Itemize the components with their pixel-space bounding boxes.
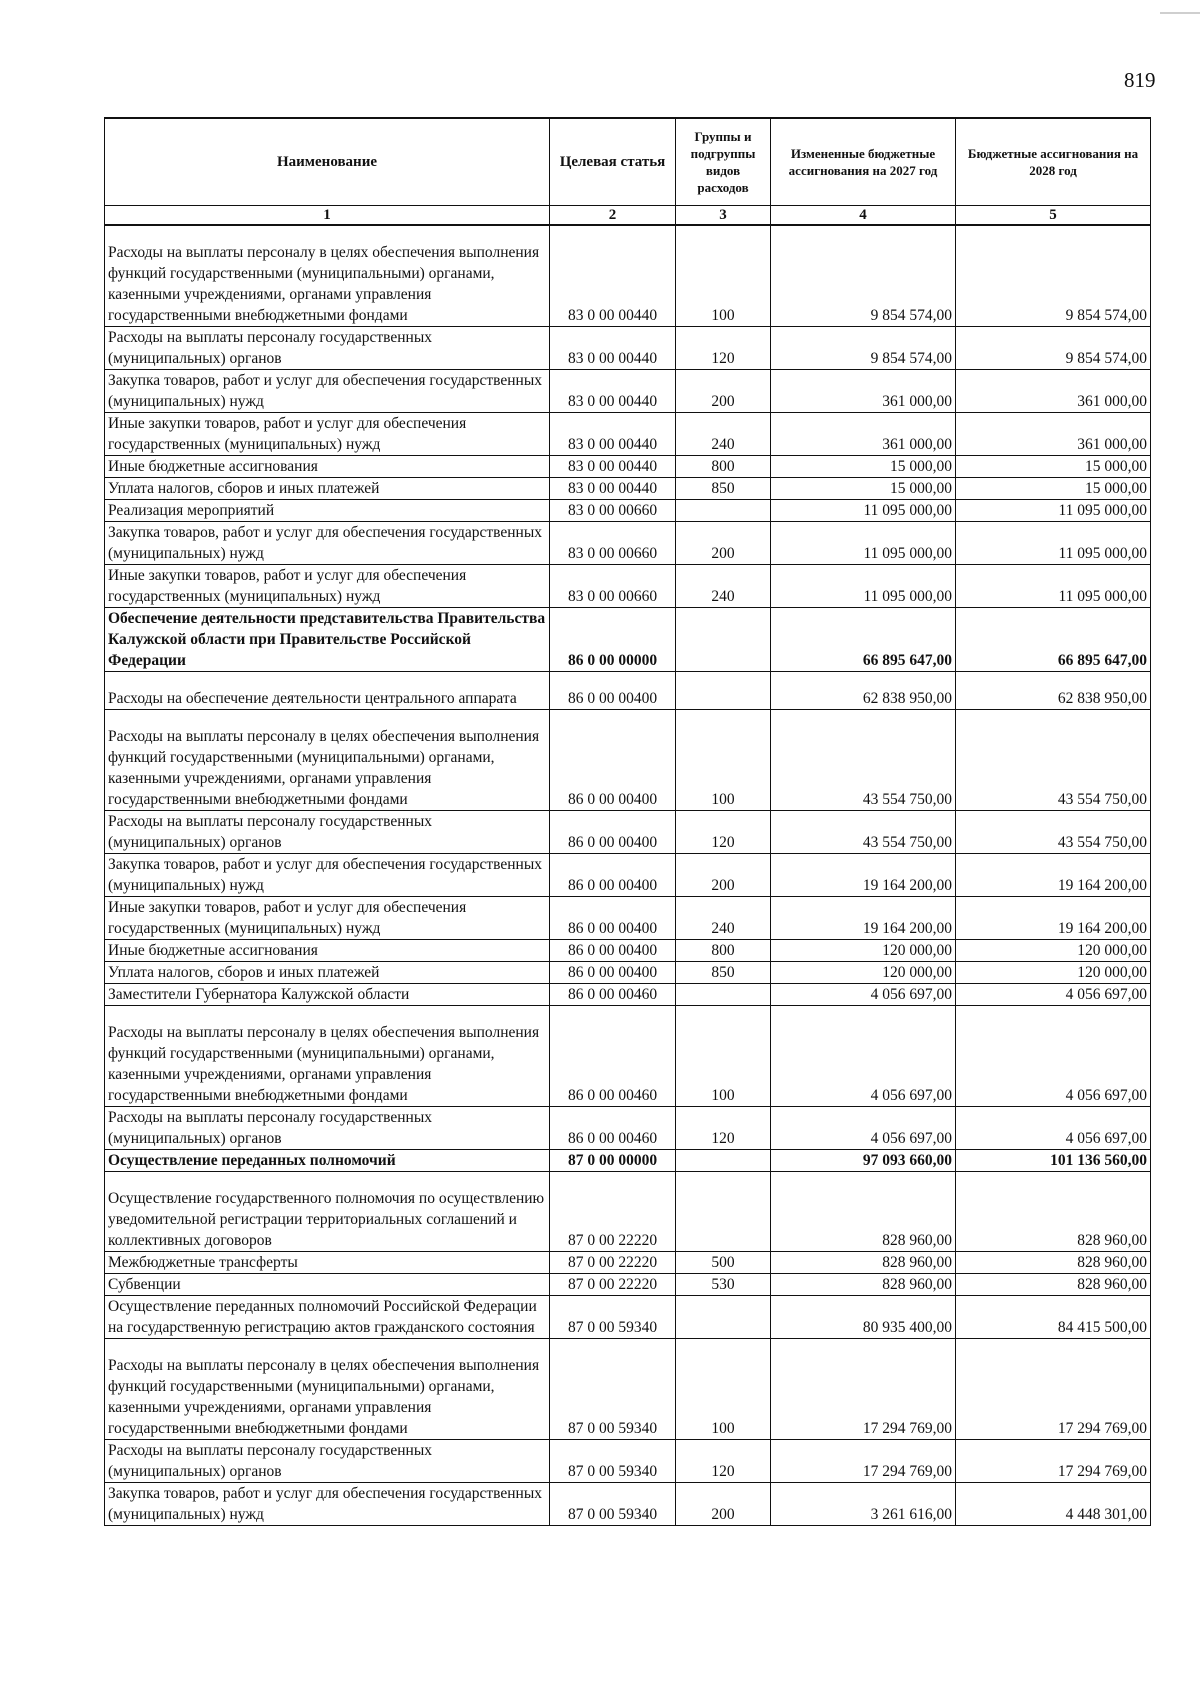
row-target-article: 87 0 00 59340: [550, 1296, 676, 1339]
table-row: [105, 327, 1151, 370]
row-amount-2027: 62 838 950,00: [771, 672, 956, 710]
table-body: [105, 225, 1151, 1526]
row-amount-2028: 19 164 200,00: [956, 897, 1151, 940]
row-expense-group: 120: [676, 1107, 771, 1150]
row-amount-2028: 43 554 750,00: [956, 710, 1151, 811]
row-expense-group: 240: [676, 413, 771, 456]
table-row: [105, 1440, 1151, 1483]
row-amount-2028: 66 895 647,00: [956, 608, 1151, 672]
table-row: [105, 962, 1151, 984]
row-name: Иные закупки товаров, работ и услуг для обеспечения государственных (муниципальных) нужд: [105, 413, 550, 456]
row-target-article: 87 0 00 22220: [550, 1172, 676, 1252]
table-row: [105, 710, 1151, 811]
row-amount-2027: 3 261 616,00: [771, 1483, 956, 1526]
row-expense-group: [676, 608, 771, 672]
row-expense-group: 800: [676, 940, 771, 962]
row-amount-2028: 17 294 769,00: [956, 1440, 1151, 1483]
row-amount-2027: 17 294 769,00: [771, 1339, 956, 1440]
table-row: [105, 500, 1151, 522]
row-name: Реализация мероприятий: [105, 500, 550, 522]
row-expense-group: 100: [676, 1006, 771, 1107]
row-target-article: 83 0 00 00660: [550, 565, 676, 608]
row-name: Обеспечение деятельности представительства Правительства Калужской области при Правительстве Российской Федерации: [105, 608, 550, 672]
row-target-article: 86 0 00 00460: [550, 1006, 676, 1107]
row-target-article: 86 0 00 00400: [550, 854, 676, 897]
row-amount-2027: 4 056 697,00: [771, 984, 956, 1006]
table-row: [105, 1274, 1151, 1296]
row-target-article: 87 0 00 59340: [550, 1440, 676, 1483]
row-amount-2028: 11 095 000,00: [956, 565, 1151, 608]
table-row: [105, 565, 1151, 608]
row-amount-2028: 15 000,00: [956, 456, 1151, 478]
row-amount-2028: 84 415 500,00: [956, 1296, 1151, 1339]
column-number: 3: [676, 206, 771, 226]
row-amount-2027: 43 554 750,00: [771, 811, 956, 854]
table-row: [105, 1483, 1151, 1526]
row-target-article: 86 0 00 00400: [550, 962, 676, 984]
table-row: [105, 897, 1151, 940]
row-amount-2028: 43 554 750,00: [956, 811, 1151, 854]
row-amount-2028: 361 000,00: [956, 413, 1151, 456]
row-amount-2028: 62 838 950,00: [956, 672, 1151, 710]
row-amount-2027: 11 095 000,00: [771, 522, 956, 565]
row-name: Осуществление переданных полномочий: [105, 1150, 550, 1172]
row-name: Расходы на выплаты персоналу в целях обеспечения выполнения функций государственными (муниципальными) органами, казенными учреждениями, органами управления государственными внебюджетными фондами: [105, 225, 550, 327]
row-name: Закупка товаров, работ и услуг для обеспечения государственных (муниципальных) нужд: [105, 522, 550, 565]
table-row: [105, 1150, 1151, 1172]
row-expense-group: [676, 1172, 771, 1252]
row-expense-group: [676, 984, 771, 1006]
budget-table: [104, 117, 1151, 1526]
row-amount-2027: 4 056 697,00: [771, 1107, 956, 1150]
row-amount-2027: 19 164 200,00: [771, 854, 956, 897]
row-target-article: 83 0 00 00440: [550, 225, 676, 327]
row-amount-2028: 11 095 000,00: [956, 500, 1151, 522]
row-expense-group: 100: [676, 1339, 771, 1440]
row-target-article: 83 0 00 00440: [550, 370, 676, 413]
row-name: Расходы на выплаты персоналу государственных (муниципальных) органов: [105, 811, 550, 854]
row-target-article: 83 0 00 00440: [550, 478, 676, 500]
row-amount-2028: 4 056 697,00: [956, 984, 1151, 1006]
table-row: [105, 1006, 1151, 1107]
row-name: Осуществление переданных полномочий Российской Федерации на государственную регистрацию актов гражданского состояния: [105, 1296, 550, 1339]
row-amount-2027: 15 000,00: [771, 456, 956, 478]
row-amount-2027: 361 000,00: [771, 370, 956, 413]
row-amount-2027: 9 854 574,00: [771, 225, 956, 327]
column-number: 5: [956, 206, 1151, 226]
page-number: 819: [1124, 68, 1156, 92]
row-name: Заместители Губернатора Калужской области: [105, 984, 550, 1006]
row-expense-group: 850: [676, 478, 771, 500]
header-amount-2027: Измененные бюджетные ассигнования на 2027 год: [771, 118, 956, 206]
row-expense-group: 500: [676, 1252, 771, 1274]
row-expense-group: 240: [676, 897, 771, 940]
header-target-article: Целевая статья: [550, 118, 676, 206]
row-amount-2027: 361 000,00: [771, 413, 956, 456]
row-expense-group: 200: [676, 522, 771, 565]
row-target-article: 83 0 00 00660: [550, 522, 676, 565]
table-row: [105, 984, 1151, 1006]
row-expense-group: 100: [676, 225, 771, 327]
row-amount-2028: 361 000,00: [956, 370, 1151, 413]
table-row: [105, 1172, 1151, 1252]
row-expense-group: 850: [676, 962, 771, 984]
row-amount-2027: 828 960,00: [771, 1172, 956, 1252]
table-row: [105, 456, 1151, 478]
row-target-article: 83 0 00 00440: [550, 456, 676, 478]
row-target-article: 86 0 00 00400: [550, 672, 676, 710]
row-target-article: 86 0 00 00460: [550, 1107, 676, 1150]
row-name: Межбюджетные трансферты: [105, 1252, 550, 1274]
row-target-article: 86 0 00 00000: [550, 608, 676, 672]
row-expense-group: [676, 1296, 771, 1339]
row-name: Расходы на выплаты персоналу государственных (муниципальных) органов: [105, 327, 550, 370]
row-name: Расходы на выплаты персоналу государственных (муниципальных) органов: [105, 1440, 550, 1483]
row-amount-2028: 120 000,00: [956, 962, 1151, 984]
row-expense-group: 800: [676, 456, 771, 478]
row-amount-2028: 4 448 301,00: [956, 1483, 1151, 1526]
header-amount-2028: Бюджетные ассигнования на 2028 год: [956, 118, 1151, 206]
row-expense-group: 120: [676, 1440, 771, 1483]
row-amount-2028: 828 960,00: [956, 1172, 1151, 1252]
row-name: Расходы на обеспечение деятельности центрального аппарата: [105, 672, 550, 710]
row-amount-2028: 15 000,00: [956, 478, 1151, 500]
column-number: 4: [771, 206, 956, 226]
row-target-article: 86 0 00 00400: [550, 897, 676, 940]
row-name: Закупка товаров, работ и услуг для обеспечения государственных (муниципальных) нужд: [105, 854, 550, 897]
row-expense-group: 100: [676, 710, 771, 811]
row-amount-2027: 120 000,00: [771, 962, 956, 984]
row-amount-2027: 15 000,00: [771, 478, 956, 500]
row-target-article: 87 0 00 22220: [550, 1252, 676, 1274]
row-name: Осуществление государственного полномочия по осуществлению уведомительной регистрации территориальных соглашений и коллективных договоров: [105, 1172, 550, 1252]
row-name: Субвенции: [105, 1274, 550, 1296]
table-row: [105, 811, 1151, 854]
row-name: Уплата налогов, сборов и иных платежей: [105, 962, 550, 984]
row-amount-2028: 4 056 697,00: [956, 1006, 1151, 1107]
row-name: Иные бюджетные ассигнования: [105, 456, 550, 478]
table-row: [105, 1296, 1151, 1339]
row-amount-2028: 17 294 769,00: [956, 1339, 1151, 1440]
row-expense-group: [676, 1150, 771, 1172]
row-name: Расходы на выплаты персоналу государственных (муниципальных) органов: [105, 1107, 550, 1150]
row-amount-2028: 828 960,00: [956, 1274, 1151, 1296]
table-row: [105, 1252, 1151, 1274]
row-amount-2027: 17 294 769,00: [771, 1440, 956, 1483]
row-target-article: 83 0 00 00440: [550, 327, 676, 370]
row-amount-2027: 97 093 660,00: [771, 1150, 956, 1172]
row-amount-2027: 11 095 000,00: [771, 565, 956, 608]
row-name: Иные закупки товаров, работ и услуг для обеспечения государственных (муниципальных) нужд: [105, 565, 550, 608]
column-number: 2: [550, 206, 676, 226]
row-name: Расходы на выплаты персоналу в целях обеспечения выполнения функций государственными (муниципальными) органами, казенными учреждениями, органами управления государственными внебюджетными фондами: [105, 1006, 550, 1107]
row-target-article: 83 0 00 00440: [550, 413, 676, 456]
row-amount-2027: 120 000,00: [771, 940, 956, 962]
row-expense-group: [676, 672, 771, 710]
row-target-article: 87 0 00 00000: [550, 1150, 676, 1172]
row-target-article: 87 0 00 59340: [550, 1483, 676, 1526]
row-target-article: 86 0 00 00460: [550, 984, 676, 1006]
table-row: [105, 522, 1151, 565]
row-expense-group: 530: [676, 1274, 771, 1296]
row-target-article: 87 0 00 59340: [550, 1339, 676, 1440]
row-amount-2027: 4 056 697,00: [771, 1006, 956, 1107]
header-name: Наименование: [105, 118, 550, 206]
row-amount-2028: 19 164 200,00: [956, 854, 1151, 897]
table-row: [105, 225, 1151, 327]
row-expense-group: 120: [676, 327, 771, 370]
table-header-row: [105, 118, 1151, 206]
table-row: [105, 413, 1151, 456]
row-amount-2027: 66 895 647,00: [771, 608, 956, 672]
row-expense-group: 200: [676, 854, 771, 897]
table-row: [105, 1107, 1151, 1150]
column-number-row: [105, 206, 1151, 226]
row-amount-2027: 19 164 200,00: [771, 897, 956, 940]
table-row: [105, 854, 1151, 897]
row-target-article: 87 0 00 22220: [550, 1274, 676, 1296]
table-row: [105, 608, 1151, 672]
scan-mark: [1160, 12, 1200, 14]
row-amount-2028: 828 960,00: [956, 1252, 1151, 1274]
header-expense-groups: Группы и подгруппы видов расходов: [676, 118, 771, 206]
column-number: 1: [105, 206, 550, 226]
table-row: [105, 478, 1151, 500]
row-target-article: 86 0 00 00400: [550, 710, 676, 811]
row-expense-group: 200: [676, 1483, 771, 1526]
row-name: Уплата налогов, сборов и иных платежей: [105, 478, 550, 500]
row-target-article: 83 0 00 00660: [550, 500, 676, 522]
row-amount-2028: 101 136 560,00: [956, 1150, 1151, 1172]
row-expense-group: 200: [676, 370, 771, 413]
row-expense-group: [676, 500, 771, 522]
table-row: [105, 370, 1151, 413]
row-expense-group: 120: [676, 811, 771, 854]
table-row: [105, 672, 1151, 710]
table-row: [105, 940, 1151, 962]
row-amount-2027: 828 960,00: [771, 1252, 956, 1274]
table-row: [105, 1339, 1151, 1440]
row-name: Расходы на выплаты персоналу в целях обеспечения выполнения функций государственными (муниципальными) органами, казенными учреждениями, органами управления государственными внебюджетными фондами: [105, 710, 550, 811]
row-amount-2027: 80 935 400,00: [771, 1296, 956, 1339]
row-amount-2027: 11 095 000,00: [771, 500, 956, 522]
row-name: Закупка товаров, работ и услуг для обеспечения государственных (муниципальных) нужд: [105, 1483, 550, 1526]
row-amount-2028: 9 854 574,00: [956, 327, 1151, 370]
row-amount-2027: 43 554 750,00: [771, 710, 956, 811]
row-expense-group: 240: [676, 565, 771, 608]
row-name: Расходы на выплаты персоналу в целях обеспечения выполнения функций государственными (муниципальными) органами, казенными учреждениями, органами управления государственными внебюджетными фондами: [105, 1339, 550, 1440]
row-name: Иные закупки товаров, работ и услуг для обеспечения государственных (муниципальных) нужд: [105, 897, 550, 940]
row-target-article: 86 0 00 00400: [550, 811, 676, 854]
row-name: Иные бюджетные ассигнования: [105, 940, 550, 962]
row-target-article: 86 0 00 00400: [550, 940, 676, 962]
row-amount-2028: 4 056 697,00: [956, 1107, 1151, 1150]
row-amount-2027: 828 960,00: [771, 1274, 956, 1296]
row-amount-2028: 11 095 000,00: [956, 522, 1151, 565]
row-amount-2028: 120 000,00: [956, 940, 1151, 962]
row-name: Закупка товаров, работ и услуг для обеспечения государственных (муниципальных) нужд: [105, 370, 550, 413]
row-amount-2028: 9 854 574,00: [956, 225, 1151, 327]
row-amount-2027: 9 854 574,00: [771, 327, 956, 370]
